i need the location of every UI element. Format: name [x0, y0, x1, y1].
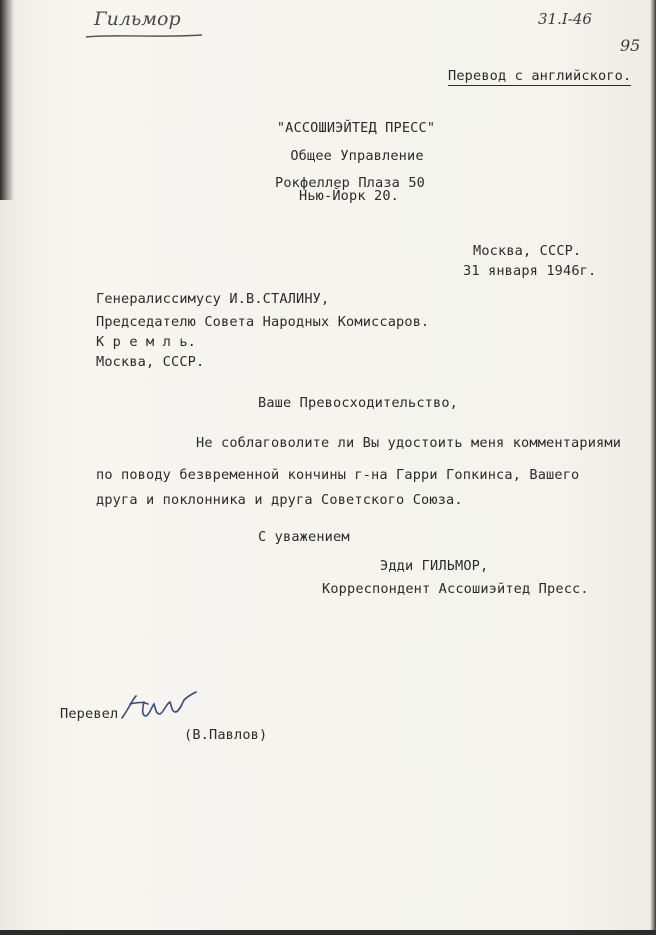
bottom-edge-shadow — [0, 930, 656, 935]
right-edge-shadow — [650, 0, 656, 935]
body-line3: друга и поклонника и друга Советского Союза. — [96, 492, 463, 508]
letterhead-address-line2: Нью-Йорк 20. — [298, 188, 400, 204]
page-number: 95 — [620, 36, 641, 55]
handwritten-name-annotation: Гильмор — [94, 8, 181, 30]
signer-title: Корреспондент Ассошиэйтед Пресс. — [322, 581, 589, 597]
translator-label: Перевел — [60, 706, 119, 722]
left-edge-shadow — [0, 0, 14, 200]
closing-phrase: С уважением — [258, 529, 350, 545]
translator-name: (В.Павлов) — [184, 727, 268, 743]
translation-note: Перевод с английского. — [448, 68, 632, 84]
recipient-line3: К р е м л ь. — [96, 334, 197, 350]
recipient-line4: Москва, СССР. — [96, 354, 205, 370]
letterhead-organization: "АССОШИЭЙТЕД ПРЕСС" — [276, 120, 436, 136]
translator-signature — [118, 690, 200, 724]
letterhead-address-line1: Рокфеллер Плаза 50 — [274, 175, 426, 191]
recipient-line2: Председателю Совета Народных Комиссаров. — [96, 314, 430, 330]
signer-name: Эдди ГИЛЬМОР, — [380, 558, 489, 574]
letterhead-department: Общее Управление — [290, 148, 424, 164]
annotation-underline — [84, 30, 204, 42]
body-line2: по поводу безвременной кончины г-на Гарри Гопкинса, Вашего — [96, 467, 580, 483]
body-line1: Не соблаговолите ли Вы удостоить меня комментариями — [196, 435, 622, 451]
letter-date: 31 января 1946г. — [463, 263, 597, 279]
recipient-line1: Генералиссимусу И.В.СТАЛИНУ, — [96, 291, 330, 307]
handwritten-date-annotation: 31.I-46 — [538, 10, 592, 28]
letter-place: Москва, СССР. — [473, 243, 582, 259]
salutation: Ваше Превосходительство, — [258, 395, 459, 411]
